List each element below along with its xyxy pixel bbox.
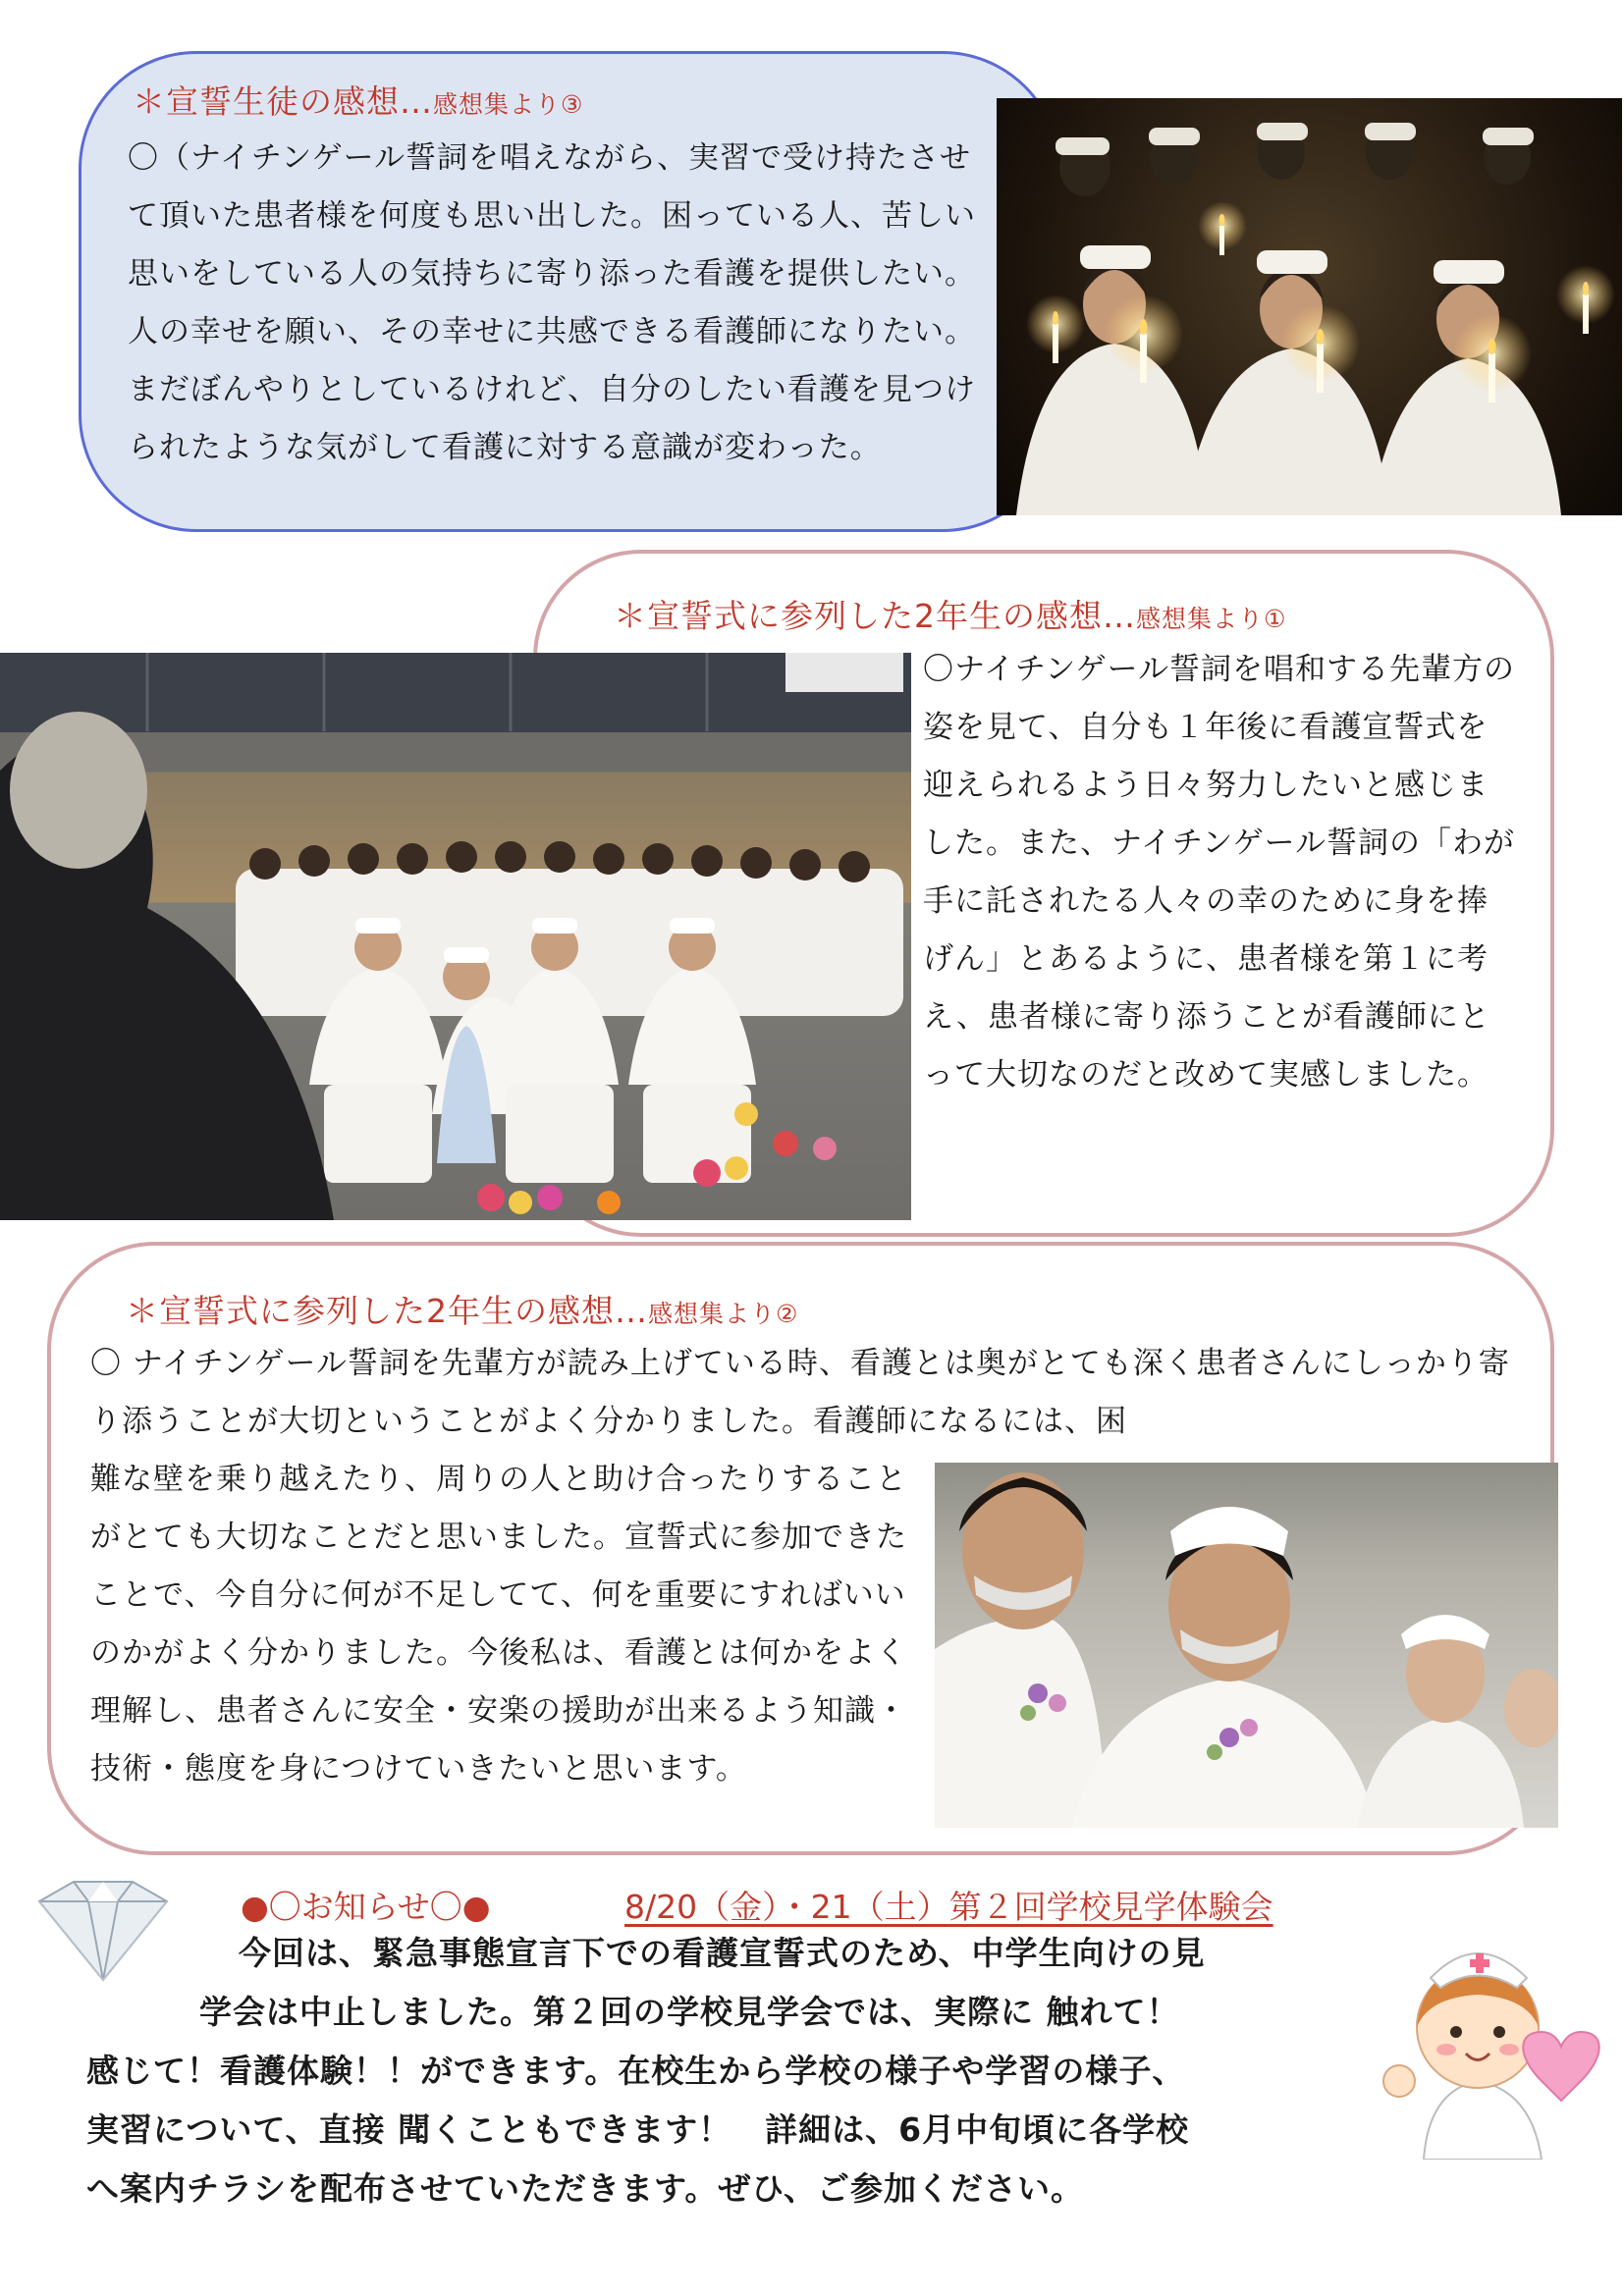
- notice-line: 感じて！看護体験！！ができます。在校生から学校の様子や学習の様子、: [86, 2052, 1186, 2090]
- section2-body-text: 〇ナイチンゲール誓詞を唱和する先輩方の姿を見て、自分も１年後に看護宣誓式を迎えられるよう日々努力したいと感じました。また、ナイチンゲール誓詞の「わが手に託されたる人々の幸のために身を捧げん」とあるように、患者様を第１に考え、患者様に寄り添うことが看護師にとって大切なのだと改めて実感しました。: [923, 652, 1516, 1093]
- section2-title: [614, 591, 1286, 637]
- section3-body-text-part1: 〇 ナイチンゲール誓詞を先輩方が読み上げている時、看護とは奥がとても深く患者さんにしっかり寄り添うことが大切ということがよく分かりました。看護師になるには、困: [90, 1346, 1510, 1439]
- section3-title-main: ＊宣誓式に参列した2年生の感想…: [126, 1292, 648, 1330]
- section1-title: [133, 77, 583, 123]
- section3-title: [126, 1286, 798, 1332]
- section3-title-note: 感想集より②: [648, 1300, 799, 1328]
- candlelight-ceremony-photo: [997, 98, 1622, 515]
- section1-title-main: ＊宣誓生徒の感想…: [133, 82, 433, 121]
- notice-event-title: 8/20（金）・21（土）第２回学校見学体験会: [624, 1888, 1273, 1926]
- notice-line: 今回は、緊急事態宣言下での看護宣誓式のため、中学生向けの見: [239, 1934, 1206, 1972]
- notice-heading: ●〇お知らせ〇●: [241, 1888, 491, 1926]
- candlelight-ceremony-illustration: [997, 98, 1622, 515]
- notice-line: 学会は中止しました。第２回の学校見学会では、実際に 触れて！: [199, 1993, 1180, 2031]
- notice-body: [86, 1924, 1392, 2218]
- notice-line: へ案内チラシを配布させていただきます。ぜひ、ご参加ください。: [86, 2169, 1085, 2208]
- nurse-character-illustration: [1370, 1934, 1615, 2163]
- section1-title-note: 感想集より③: [433, 90, 584, 119]
- gymnasium-ceremony-illustration: [0, 653, 911, 1220]
- section3-body-text-part2: 難な壁を乗り越えたり、周りの人と助け合ったりすることがとても大切なことだと思いました。宣誓式に参加できたことで、今自分に何が不足してて、何を重要にすればいいのかがよく分かりました。今後私は、看護とは何かをよく理解し、患者さんに安全・安楽の援助が出来るよう知識・技術・態度を身につけていきたいと思います。: [90, 1462, 907, 1787]
- heart-icon: [1523, 2032, 1599, 2101]
- gymnasium-ceremony-photo: [0, 653, 911, 1220]
- section2-title-note: 感想集より①: [1136, 605, 1287, 633]
- section2-title-main: ＊宣誓式に参列した2年生の感想…: [614, 597, 1136, 635]
- notice-line: 実習について、直接 聞くこともできます！ 詳細は、6月中旬頃に各学校: [86, 2110, 1190, 2149]
- section1-body-text: 〇（ナイチンゲール誓詞を唱えながら、実習で受け持たさせて頂いた患者様を何度も思い出した。困っている人、苦しい思いをしている人の気持ちに寄り添った看護を提供したい。人の幸せを願い、その幸せに共感できる看護師になりたい。まだぼんやりとしているけれど、自分のしたい看護を見つけられたような気がして看護に対する意識が変わった。: [128, 140, 976, 465]
- students-closeup-illustration: [935, 1463, 1558, 1828]
- students-closeup-photo: [935, 1463, 1558, 1828]
